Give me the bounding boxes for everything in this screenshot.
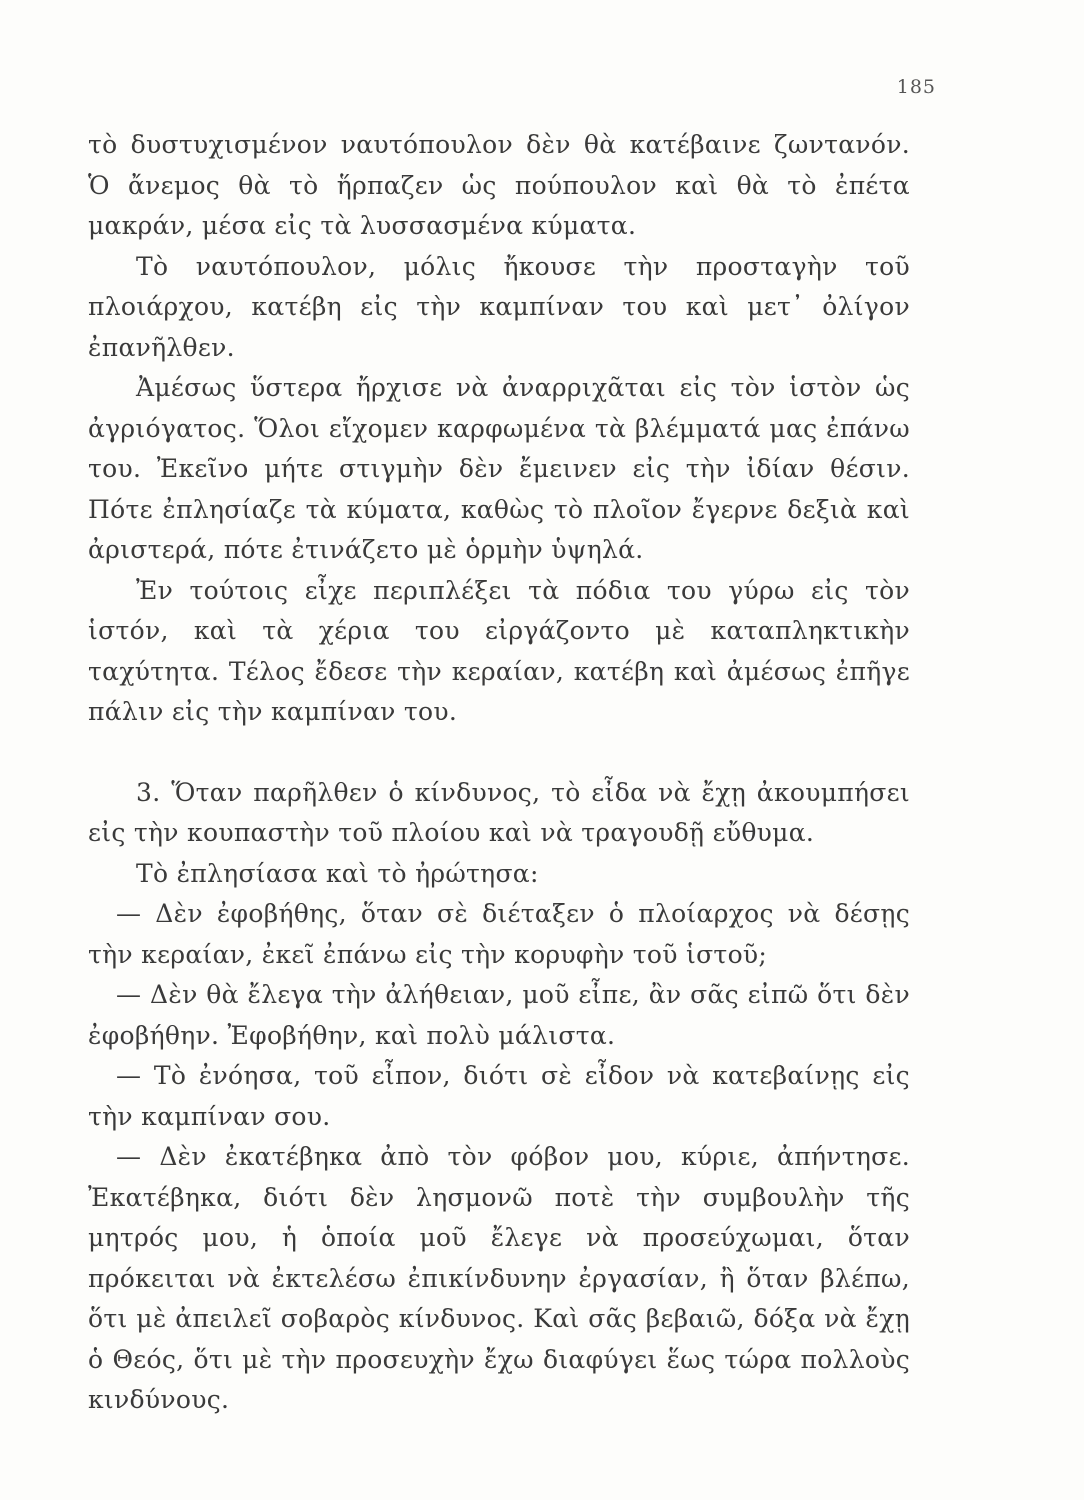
section-3-opening: 3. Ὅταν παρῆλθεν ὁ κίνδυνος, τὸ εἶδα νὰ ἔχῃ ἀκουμπήσει εἰς τὴν κουπαστὴν τοῦ πλοίου καὶ νὰ τραγουδῇ εὔθυμα.	[88, 777, 910, 847]
dialog-line: — Δὲν ἐκατέβηκα ἀπὸ τὸν φόβον μου, κύριε, ἀπήντησε. Ἐκατέβηκα, διότι δὲν λησμονῶ ποτὲ τὴν συμβουλὴν τῆς μητρός μου, ἡ ὁποία μοῦ ἔλεγε νὰ προσεύχωμαι, ὅταν πρόκειται νὰ ἐκτελέσω ἐπικίνδυνην ἐργασίαν, ἢ ὅταν βλέπω, ὅτι μὲ ἀπειλεῖ σοβαρὸς κίνδυνος. Καὶ σᾶς βεβαιῶ, δόξα νὰ ἔχῃ ὁ Θεός, ὅτι μὲ τὴν προσευχὴν ἔχω διαφύγει ἕως τώρα πολλοὺς κινδύνους.	[88, 1142, 910, 1414]
section-gap	[88, 733, 910, 773]
paragraph: Ἐν τούτοις εἶχε περιπλέξει τὰ πόδια του γύρω εἰς τὸν ἱστόν, καὶ τὰ χέρια του εἰργάζοντο μὲ καταπληκτικὴν ταχύτητα. Τέλος ἔδεσε τὴν κεραίαν, κατέβη καὶ ἀμέσως ἐπῆγε πάλιν εἰς τὴν καμπίναν του.	[88, 575, 910, 726]
paragraph: Τὸ ἐπλησίασα καὶ τὸ ἠρώτησα:	[136, 858, 539, 888]
dialog-line: — Τὸ ἐνόησα, τοῦ εἶπον, διότι σὲ εἶδον νὰ κατεβαίνῃς εἰς τὴν καμπίναν σου.	[88, 1061, 910, 1131]
paragraph: τὸ δυστυχισμένον ναυτόπουλον δὲν θὰ κατέβαινε ζωντανόν. Ὁ ἄνεμος θὰ τὸ ἥρπαζεν ὡς πούπουλον καὶ θὰ τὸ ἐπέτα μακράν, μέσα εἰς τὰ λυσσασμένα κύματα.	[88, 130, 910, 240]
body-text	[88, 125, 910, 1421]
dialog-line: — Δὲν θὰ ἔλεγα τὴν ἀλήθειαν, μοῦ εἶπε, ἂν σᾶς εἰπῶ ὅτι δὲν ἐφοβήθην. Ἐφοβήθην, καὶ πολὺ μάλιστα.	[88, 980, 910, 1050]
paragraph: Τὸ ναυτόπουλον, μόλις ἤκουσε τὴν προσταγὴν τοῦ πλοιάρχου, κατέβη εἰς τὴν καμπίναν του καὶ μετ᾽ ὀλίγον ἐπανῆλθεν.	[88, 251, 910, 362]
dialog-line: — Δὲν ἐφοβήθης, ὅταν σὲ διέταξεν ὁ πλοίαρχος νὰ δέσῃς τὴν κεραίαν, ἐκεῖ ἐπάνω εἰς τὴν κορυφὴν τοῦ ἱστοῦ;	[88, 899, 910, 969]
paragraph: Ἀμέσως ὕστερα ἤρχισε νὰ ἀναρριχᾶται εἰς τὸν ἱστὸν ὡς ἀγριόγατος. Ὅλοι εἴχομεν καρφωμένα τὰ βλέμματά μας ἐπάνω του. Ἐκεῖνο μήτε στιγμὴν δὲν ἔμεινεν εἰς τὴν ἰδίαν θέσιν. Πότε ἐπλησίαζε τὰ κύματα, καθὼς τὸ πλοῖον ἔγερνε δεξιὰ καὶ ἀριστερά, πότε ἐτινάζετο μὲ ὁρμὴν ὑψηλά.	[88, 373, 910, 564]
page-number: 185	[896, 76, 936, 98]
